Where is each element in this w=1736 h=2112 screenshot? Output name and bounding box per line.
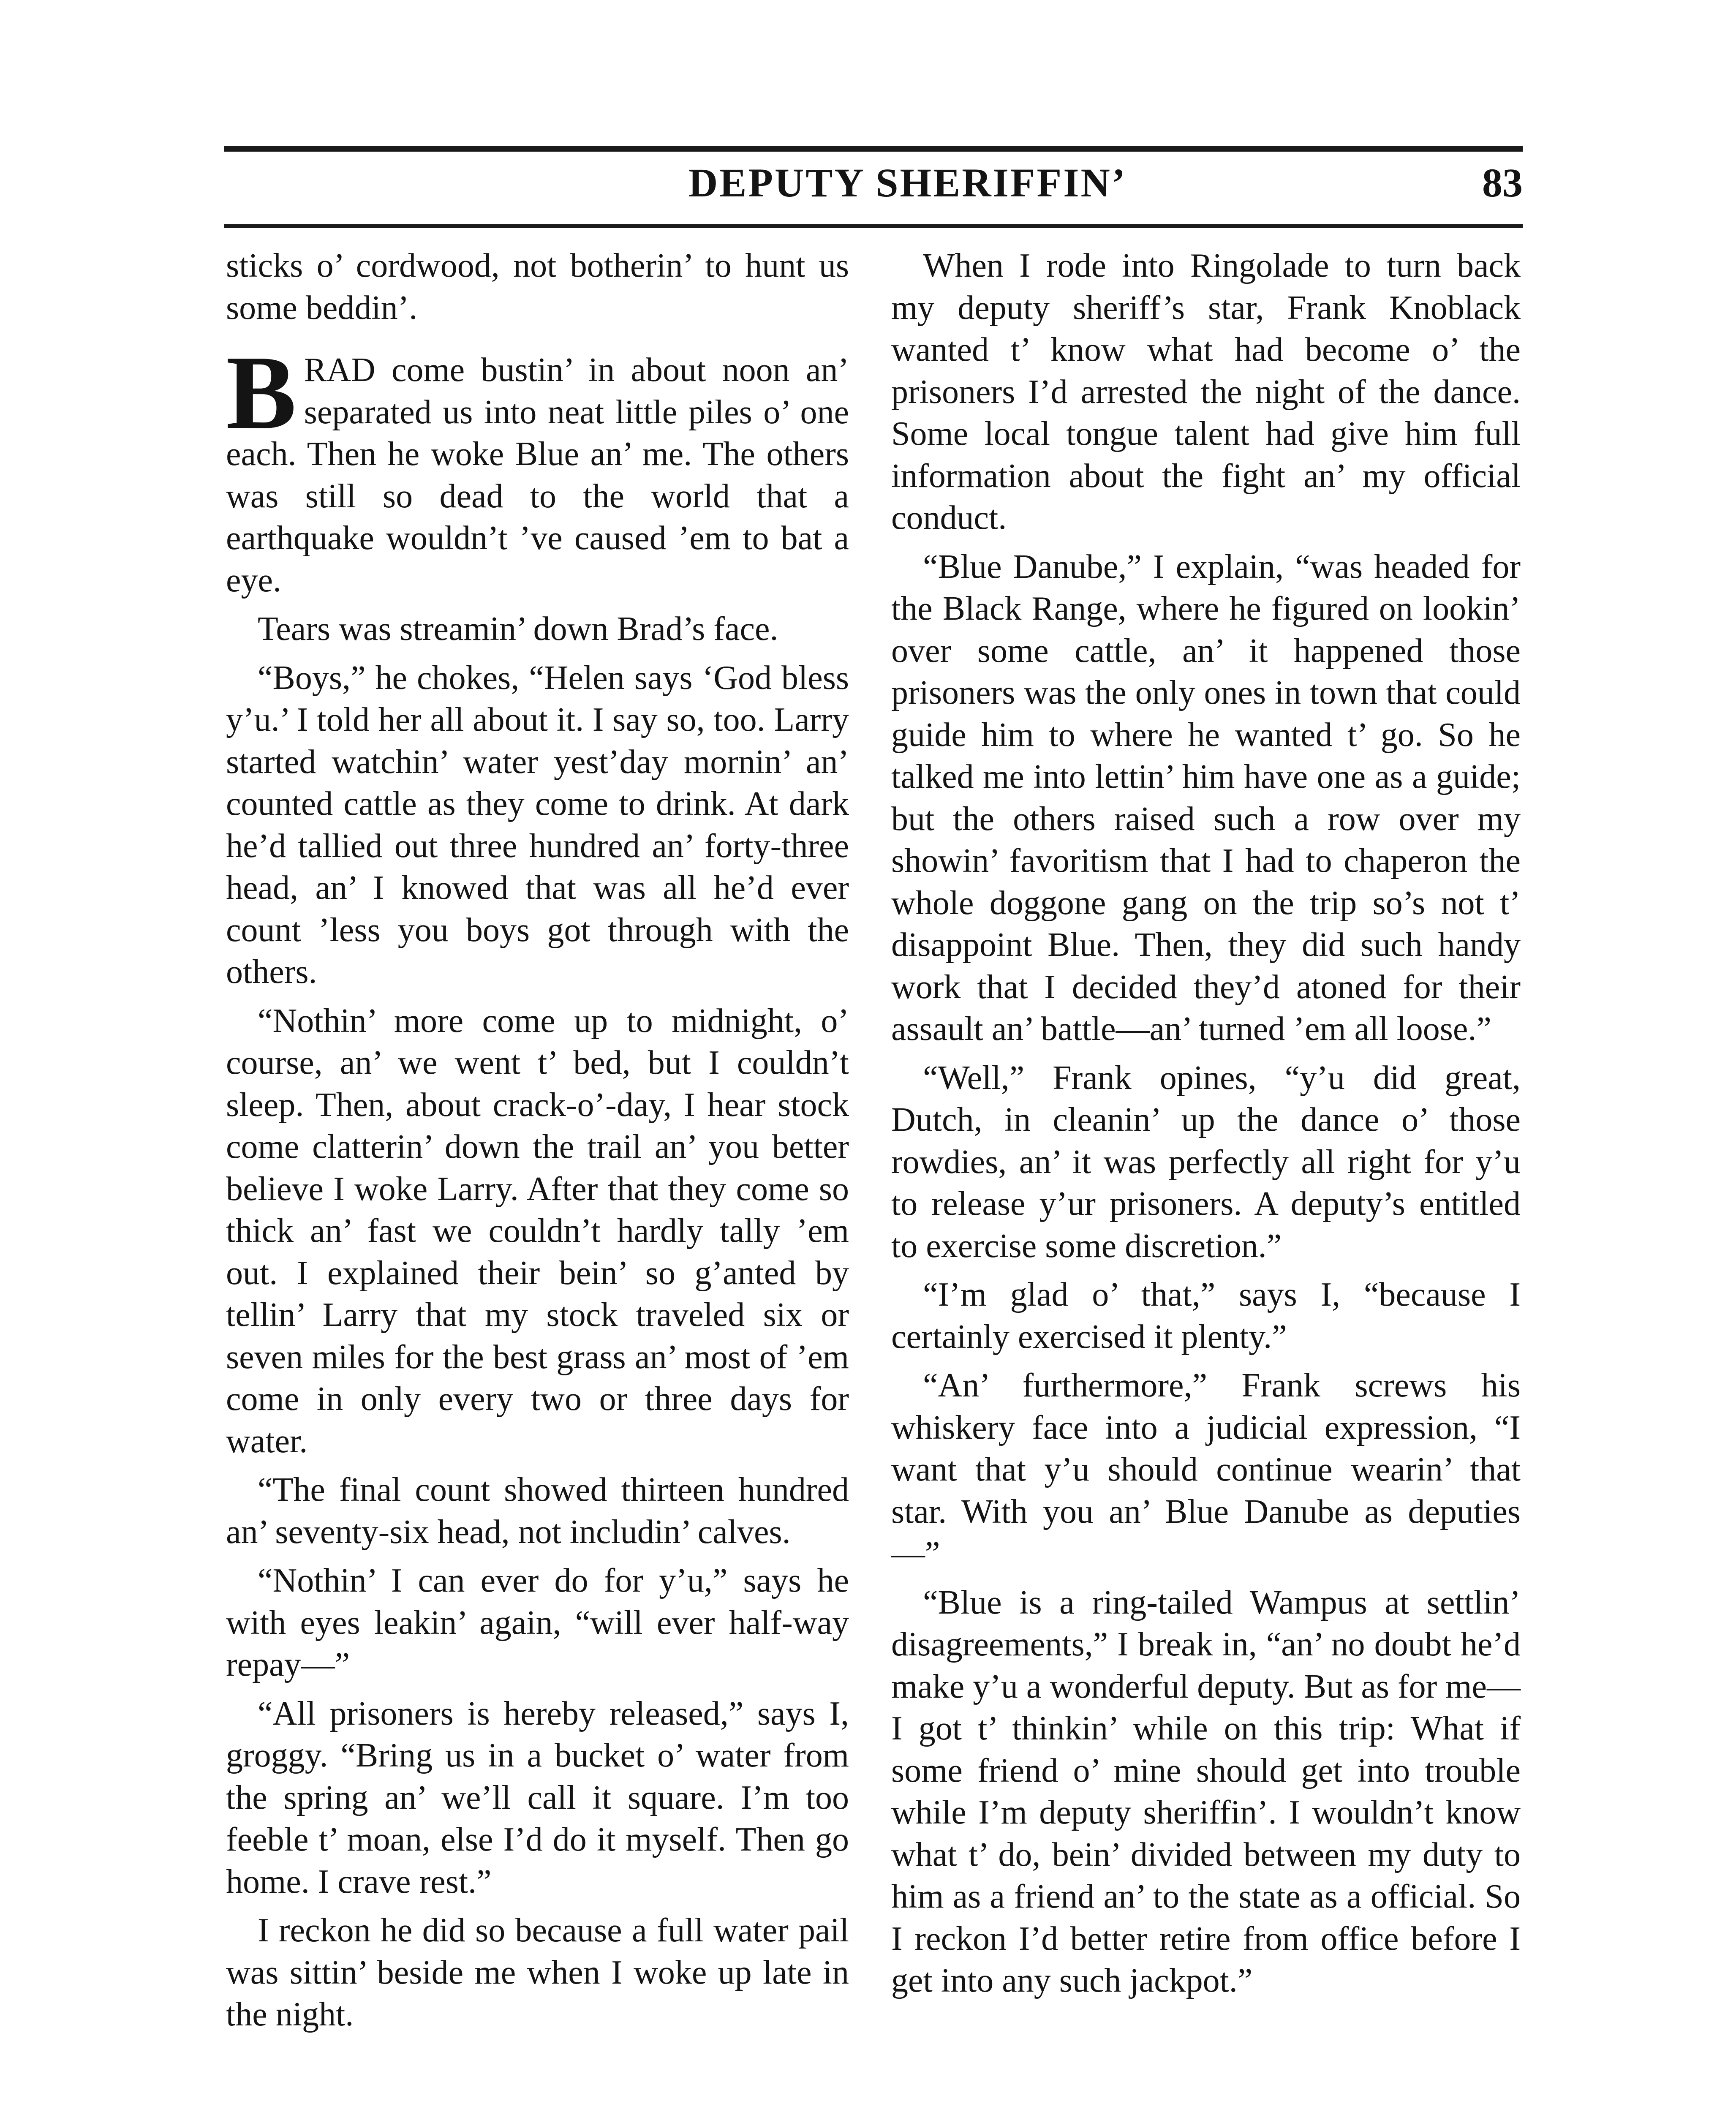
paragraph: When I rode into Ringolade to turn back my deputy sheriff’s star, Frank Knoblack wanted t’ know what had become o’ the prisoners I’d arrested the night of the dance. Some local tongue talent had give him full information about the fight an’ my official conduct. xyxy=(891,247,1521,536)
paragraph: “Blue is a ring-tailed Wampus at settlin’ disagreements,” I break in, “an’ no doubt he’d make y’u a wonderful deputy. But as for me—I got t’ thinkin’ while on this trip: What if some friend o’ mine should get into trouble while I’m deputy sheriffin’. I wouldn’t know what t’ do, bein’ divided between my duty to him as a friend an’ to the state as a official. So I reckon I’d better retire from office before I get into any such jackpot.” xyxy=(891,1584,1521,1999)
paragraph-text: RAD come bustin’ in about noon an’ separated us into neat little piles o’ one each. Then he woke Blue an’ me. The others was still so dead to the world that a earthquake wouldn’t ’ve caused ’em to bat a eye. xyxy=(226,351,849,599)
paragraph: “Nothin’ I can ever do for y’u,” says he with eyes leakin’ again, “will ever half-way repay—” xyxy=(226,1562,849,1683)
header-rule-top xyxy=(224,146,1523,152)
page-header xyxy=(224,146,1523,228)
paragraph: “All prisoners is hereby released,” says I, groggy. “Bring us in a bucket o’ water from the spring an’ we’ll call it square. I’m too feeble t’ moan, else I’d do it myself. Then go home. I crave rest.” xyxy=(226,1695,849,1900)
paragraph: “Boys,” he chokes, “Helen says ‘God bless y’u.’ I told her all about it. I say so, too. Larry started watchin’ water yest’day mornin’ an’ counted cattle as they come to drink. At dark he’d tallied out three hundred an’ forty-three head, an’ I knowed that was all he’d ever count ’less you boys got through with the others. xyxy=(226,659,849,991)
page-number: 83 xyxy=(1482,160,1523,205)
paragraph: “The final count showed thirteen hundred an’ seventy-six head, not includin’ calves. xyxy=(226,1471,849,1551)
left-column xyxy=(226,245,849,2043)
paragraph: “An’ furthermore,” Frank screws his whiskery face into a judicial expression, “I want that y’u should continue wearin’ that star. With you an’ Blue Danube as deputies—” xyxy=(891,1367,1521,1572)
paragraph: “Nothin’ more come up to midnight, o’ course, an’ we went t’ bed, but I couldn’t sleep. Then, about crack-o’-day, I hear stock come clatterin’ down the trail an’ you better believe I woke Larry. After that they come so thick an’ fast we couldn’t hardly tally ’em out. I explained their bein’ so g’anted by tellin’ Larry that my stock traveled six or seven miles for the best grass an’ most of ’em come in only every two or three days for water. xyxy=(226,1002,849,1460)
drop-cap: B xyxy=(226,334,297,451)
drop-cap-paragraph xyxy=(226,334,849,601)
paragraph: “Blue Danube,” I explain, “was headed for the Black Range, where he figured on lookin’ over some cattle, an’ it happened those prisoners was the only ones in town that could guide him to where he wanted t’ go. So he talked me into lettin’ him have one as a guide; but the others raised such a row over my showin’ favoritism that I had to chaperon the whole doggone gang on the trip so’s not t’ disappoint Blue. Then, they did such handy work that I decided they’d atoned for their assault an’ battle—an’ turned ’em all loose.” xyxy=(891,548,1521,1048)
running-title: DEPUTY SHERIFFIN’ xyxy=(688,160,1127,205)
paragraph: I reckon he did so because a full water pail was sittin’ beside me when I woke up late in the night. xyxy=(226,1912,849,2033)
right-column xyxy=(891,245,1521,2009)
paragraph: sticks o’ cordwood, not botherin’ to hunt us some beddin’. xyxy=(226,247,849,327)
paragraph: Tears was streamin’ down Brad’s face. xyxy=(258,610,778,648)
header-rule-bottom xyxy=(224,224,1523,228)
paragraph: “I’m glad o’ that,” says I, “because I certainly exercised it plenty.” xyxy=(891,1276,1521,1355)
paragraph: “Well,” Frank opines, “y’u did great, Dutch, in cleanin’ up the dance o’ those rowdies, an’ it was perfectly all right for y’u to release y’ur prisoners. A deputy’s entitled to exercise some discretion.” xyxy=(891,1059,1521,1265)
